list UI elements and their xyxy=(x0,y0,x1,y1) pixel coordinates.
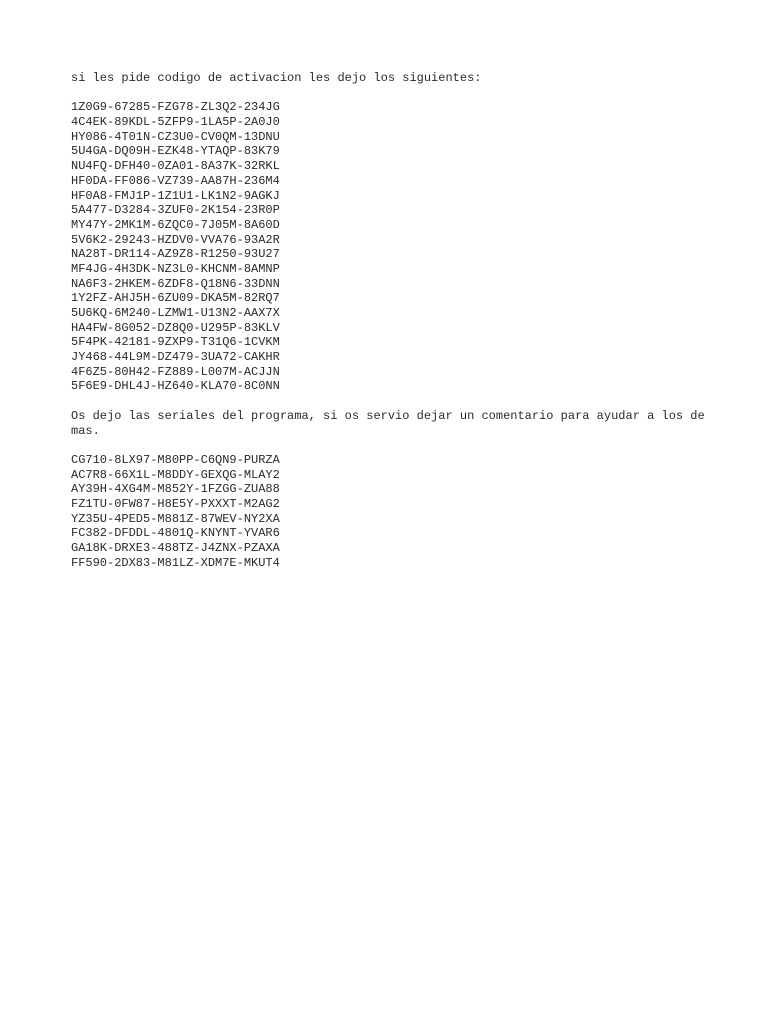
serial-code: AY39H-4XG4M-M852Y-1FZGG-ZUA88 xyxy=(71,482,280,497)
activation-code: JY468-44L9M-DZ479-3UA72-CAKHR xyxy=(71,350,280,365)
activation-code: MY47Y-2MK1M-6ZQC0-7J05M-8A60D xyxy=(71,217,280,232)
serial-list xyxy=(71,453,711,571)
activation-code: 5U4GA-DQ09H-EZK48-YTAQP-83K79 xyxy=(71,144,280,159)
activation-code: MF4JG-4H3DK-NZ3L0-KHCNM-8AMNP xyxy=(71,261,280,276)
activation-code: 5F4PK-42181-9ZXP9-T31Q6-1CVKM xyxy=(71,335,280,350)
activation-code: NU4FQ-DFH40-0ZA01-8A37K-32RKL xyxy=(71,159,280,174)
activation-code: HF0A8-FMJ1P-1Z1U1-LK1N2-9AGKJ xyxy=(71,188,280,203)
serial-code: YZ35U-4PED5-M881Z-87WEV-NY2XA xyxy=(71,511,280,526)
intro-text: si les pide codigo de activacion les dejo los siguientes: xyxy=(71,71,482,85)
activation-code: 4F6Z5-80H42-FZ889-L007M-ACJJN xyxy=(71,364,280,379)
spacer xyxy=(71,86,711,101)
activation-code: 5A477-D3284-3ZUF0-2K154-23R0P xyxy=(71,203,280,218)
activation-code: HY086-4T01N-CZ3U0-CV0QM-13DNU xyxy=(71,129,280,144)
activation-code: 1Z0G9-67285-FZG78-ZL3Q2-234JG xyxy=(71,100,280,115)
activation-code: 1Y2FZ-AHJ5H-6ZU09-DKA5M-82RQ7 xyxy=(71,291,280,306)
activation-code: 5V6K2-29243-HZDV0-VVA76-93A2R xyxy=(71,232,280,247)
serial-code: CG710-8LX97-M80PP-C6QN9-PURZA xyxy=(71,452,280,467)
spacer xyxy=(71,394,711,409)
activation-code: 4C4EK-89KDL-5ZFP9-1LA5P-2A0J0 xyxy=(71,115,280,130)
serial-code: FF590-2DX83-M81LZ-XDM7E-MKUT4 xyxy=(71,555,280,570)
activation-code: 5F6E9-DHL4J-HZ640-KLA70-8C0NN xyxy=(71,379,280,394)
serials-intro-text: Os dejo las seriales del programa, si os servio dejar un comentario para ayudar a los de mas. xyxy=(71,408,705,438)
serial-code: FC382-DFDDL-4801Q-KNYNT-YVAR6 xyxy=(71,526,280,541)
spacer xyxy=(71,438,711,453)
activation-code: 5U6KQ-6M240-LZMW1-U13N2-AAX7X xyxy=(71,306,280,320)
activation-code: HF0DA-FF086-VZ739-AA87H-236M4 xyxy=(71,173,280,188)
serial-code: GA18K-DRXE3-488TZ-J4ZNX-PZAXA xyxy=(71,541,280,556)
serial-code: FZ1TU-0FW87-H8E5Y-PXXXT-M2AG2 xyxy=(71,496,280,511)
activation-code: NA6F3-2HKEM-6ZDF8-Q18N6-33DNN xyxy=(71,276,280,291)
activation-code-list xyxy=(71,100,711,394)
serial-code: AC7R8-66X1L-M8DDY-GEXQG-MLAY2 xyxy=(71,467,280,482)
activation-code: NA28T-DR114-AZ9Z8-R1250-93U27 xyxy=(71,247,280,262)
activation-code: HA4FW-8G052-DZ8Q0-U295P-83KLV xyxy=(71,320,280,335)
document-page xyxy=(71,71,711,570)
